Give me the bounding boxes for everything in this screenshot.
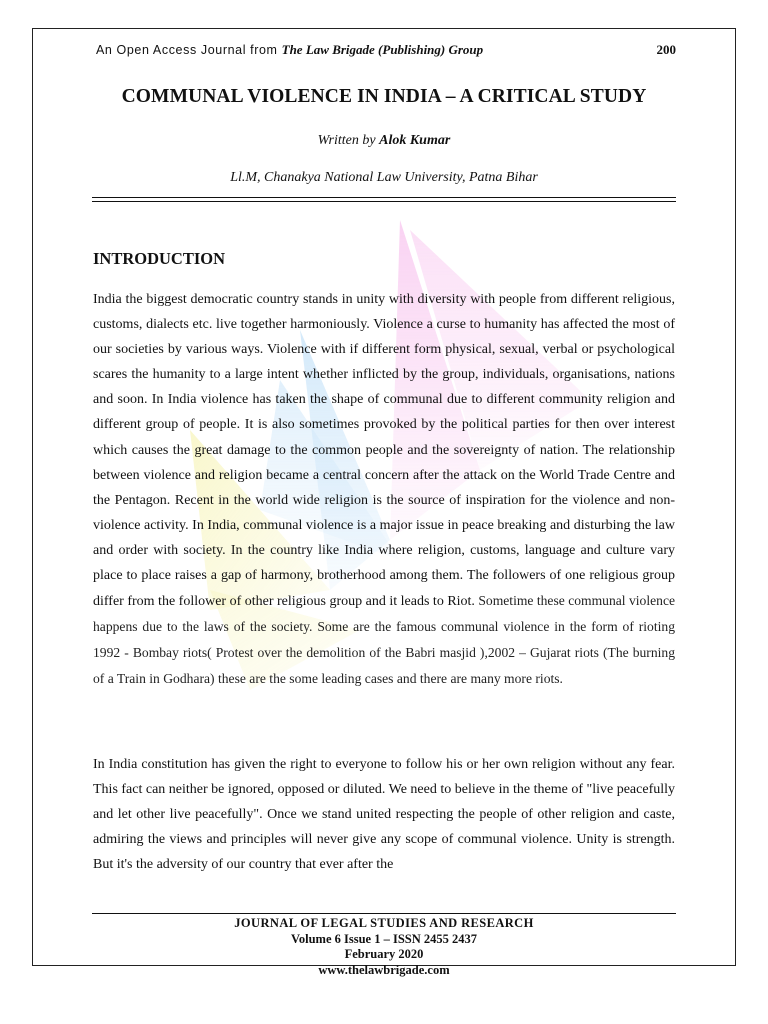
- title-divider: [92, 197, 676, 202]
- paragraph-1: [93, 287, 675, 693]
- section-heading: INTRODUCTION: [93, 249, 226, 268]
- paragraph-1-part-a: India the biggest democratic country stands in unity with diversity with people from different religious, customs, dialects etc. live together harmoniously. Violence a curse to humanity has affected the most of our societies by various ways. Violence with if different form physical, sexual, verbal or psychological scares the humanity to a large intent whether inflicted by the group, individuals, organisations, nations and soon. In India violence has taken the shape of communal due to different community religion and different group of people. It is also sometimes provoked by the political parties for then over interest which causes the great damage to the common people and the sovereignty of nation. The relationship between violence and religion became a central concern after the attack on the World Trade Centre and the Pentagon. Recent in the world wide religion is the source of inspiration for the violence and non- violence activity. In India, communal violence is a major issue in peace breaking and disturbing the law and order with society. In the country like India where religion, customs, language and culture vary place to place raises a gap of harmony, brotherhood among them. The followers of one religious group differ from the follower of other religious group and it leads to Riot.: [93, 292, 675, 610]
- running-header: [96, 42, 676, 58]
- author-affiliation: Ll.M, Chanakya National Law University, Patna Bihar: [230, 170, 538, 185]
- byline: [60, 133, 708, 149]
- footer-journal-name: JOURNAL OF LEGAL STUDIES AND RESEARCH: [234, 916, 534, 930]
- written-by-label: Written by: [317, 133, 376, 148]
- header-prefix: An Open Access Journal from: [96, 43, 278, 57]
- journal-footer: [60, 916, 708, 978]
- page-number: 200: [656, 42, 676, 57]
- header-publisher: The Law Brigade (Publishing) Group: [281, 42, 484, 57]
- author-name: Alok Kumar: [379, 133, 451, 148]
- header-journal-source: [96, 42, 483, 58]
- footer-divider: [92, 913, 676, 914]
- footer-date: February 2020: [344, 947, 424, 961]
- paragraph-1-part-b: Sometime these communal violence happens due to the laws of the society. Some are the famous communal violence in the form of rioting 1992 - Bombay riots( Protest over the demolition of the Babri masjid ),2002 – Gujarat riots (The burning of a Train in Godhara) these are the some leading cases and there are many more riots.: [93, 593, 676, 687]
- paragraph-2: In India constitution has given the right to everyone to follow his or her own religion without any fear. This fact can neither be ignored, opposed or diluted. We need to believe in the theme of "live peacefully and let other live peacefully". Once we stand united respecting the people of other religion and caste, admiring the views and principles will never give any scope of communal violence. Unity is strength. But it's the adversity of our country that ever after the: [93, 757, 676, 873]
- footer-website: www.thelawbrigade.com: [318, 962, 450, 977]
- article-title: COMMUNAL VIOLENCE IN INDIA – A CRITICAL STUDY: [121, 86, 647, 107]
- footer-volume-issn: Volume 6 Issue 1 – ISSN 2455 2437: [290, 931, 478, 946]
